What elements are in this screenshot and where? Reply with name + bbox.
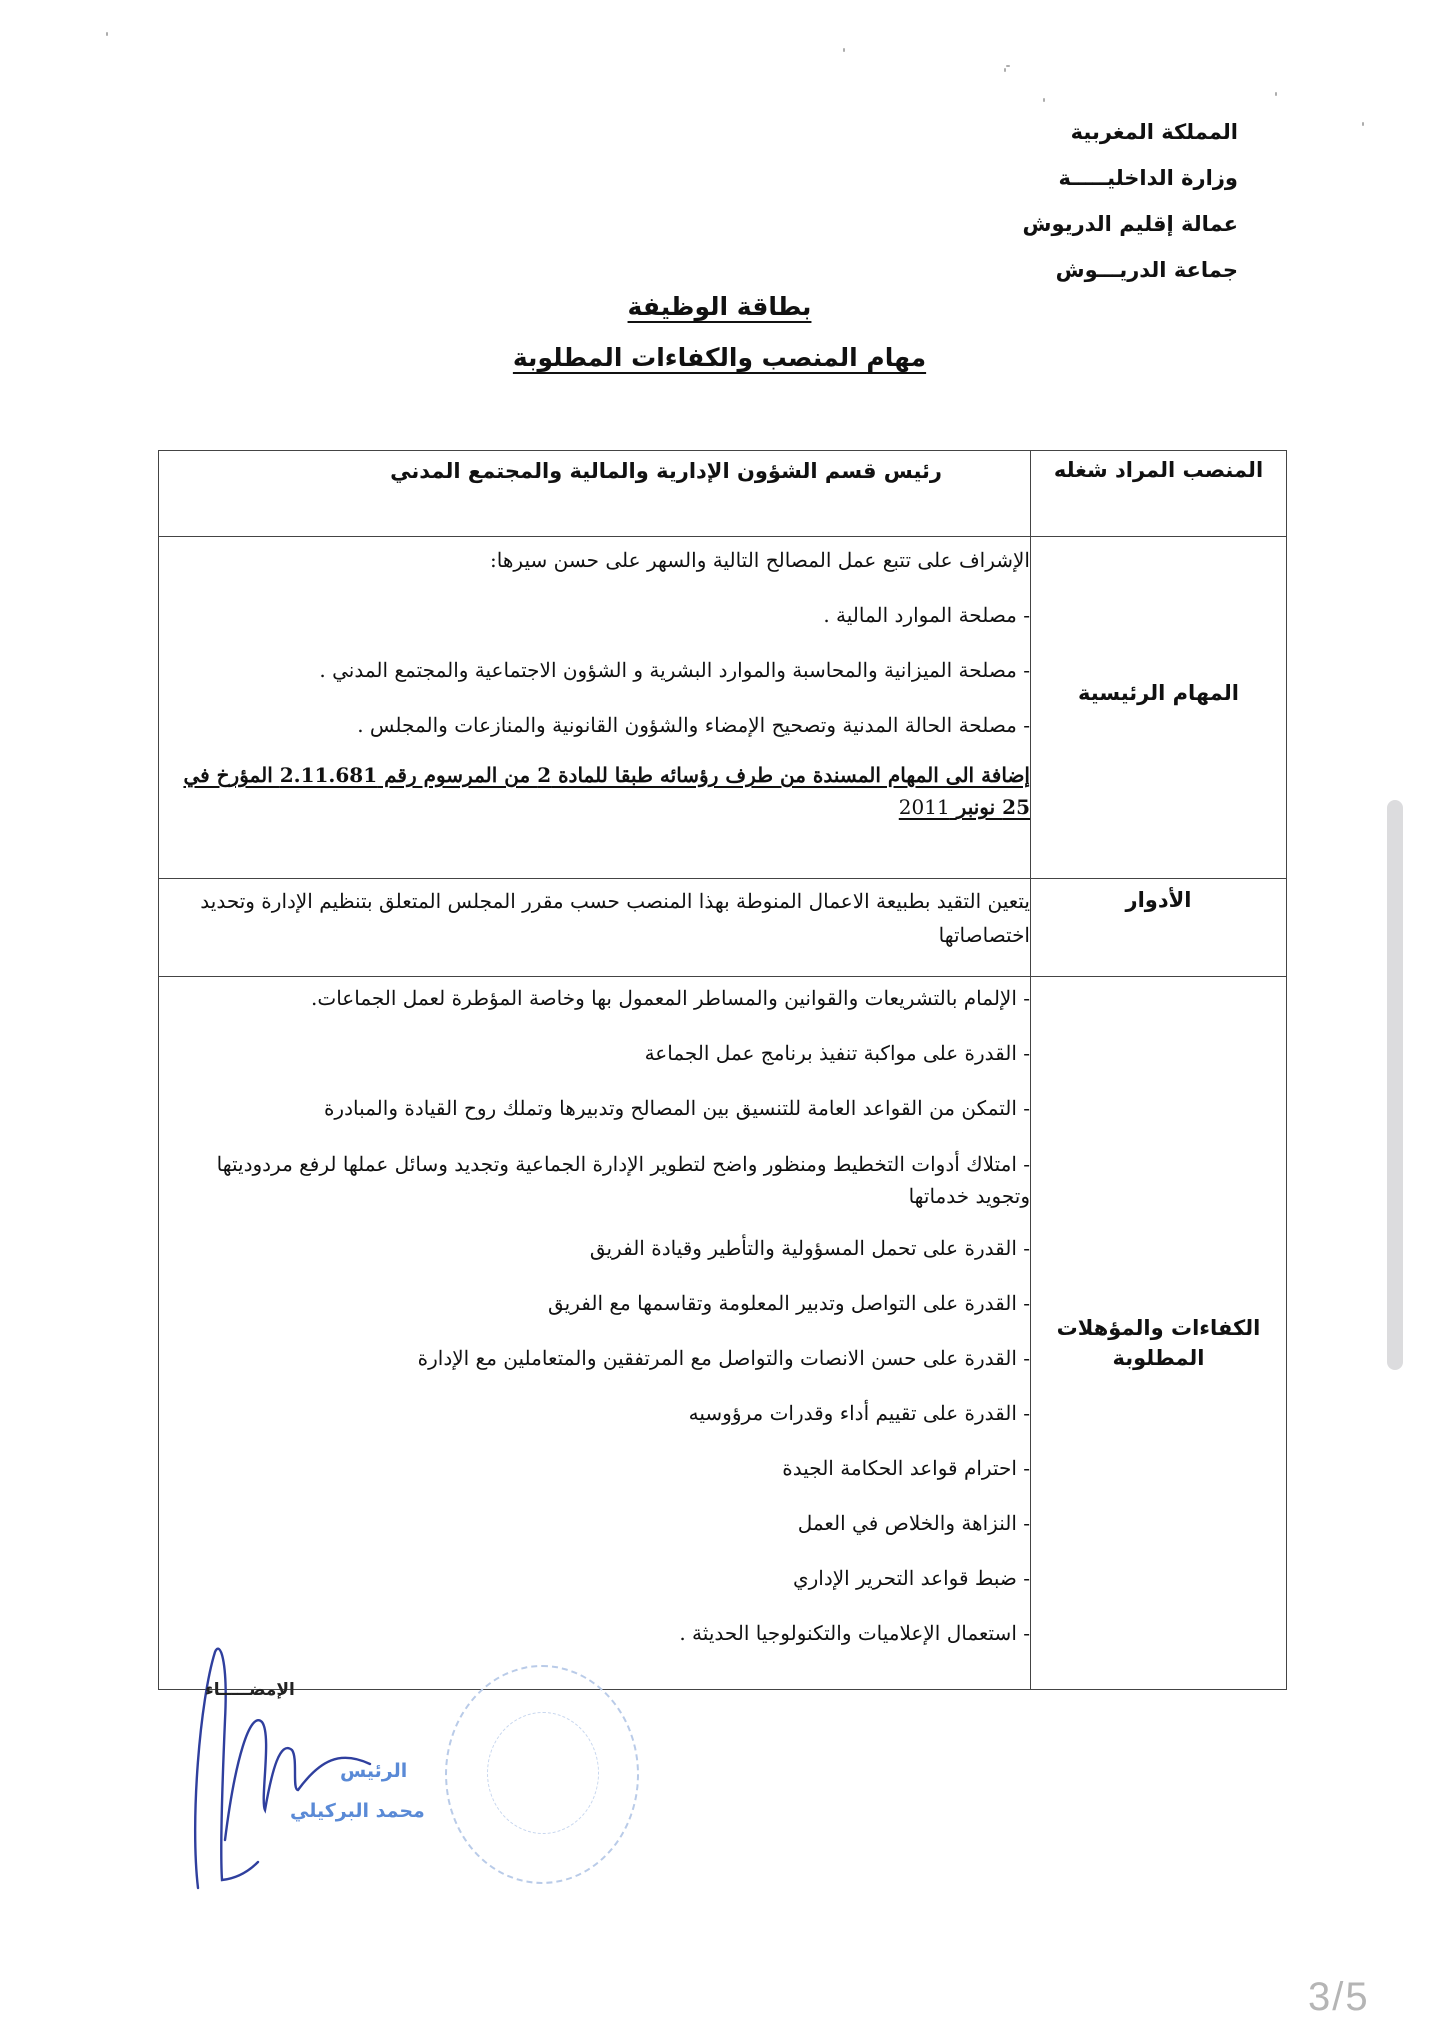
page-indicator: 3/5	[1308, 1975, 1370, 2019]
competencies-label: الكفاءات والمؤهلات المطلوبة	[1031, 977, 1287, 1690]
roles-content	[159, 879, 1031, 977]
table-row-position	[159, 451, 1287, 537]
roles-label: الأدوار	[1031, 879, 1287, 977]
decree-note-year: 2011	[898, 795, 950, 819]
list-item: - ضبط قواعد التحرير الإداري	[792, 1566, 1030, 1590]
table-row-roles	[159, 879, 1287, 977]
list-item: - مصلحة الموارد المالية .	[823, 603, 1030, 627]
job-card-table	[158, 450, 1287, 1690]
main-tasks-label: المهام الرئيسية	[1031, 537, 1287, 879]
table-row-main-tasks	[159, 537, 1287, 879]
position-label: المنصب المراد شغله	[1031, 451, 1287, 537]
list-item: - استعمال الإعلاميات والتكنولوجيا الحديثة .	[679, 1621, 1030, 1645]
list-item: - القدرة على تحمل المسؤولية والتأطير وقيادة الفريق	[589, 1236, 1030, 1260]
position-value: رئيس قسم الشؤون الإدارية والمالية والمجتمع المدني	[159, 451, 1031, 537]
list-item: - احترام قواعد الحكامة الجيدة	[782, 1456, 1030, 1480]
list-item: - القدرة على مواكبة تنفيذ برنامج عمل الجماعة	[644, 1041, 1030, 1065]
list-item: - مصلحة الميزانية والمحاسبة والموارد البشرية و الشؤون الاجتماعية والمجتمع المدني .	[319, 658, 1030, 682]
decree-note-text: إضافة الى المهام المسندة من طرف رؤسائه طبقا للمادة 2 من المرسوم رقم 2.11.681 المؤرخ في 25 نونبر	[183, 763, 1030, 819]
signature-label: الإمضـــــاء	[205, 1680, 295, 1700]
list-item: - مصلحة الحالة المدنية وتصحيح الإمضاء والشؤون القانونية والمنازعات والمجلس .	[357, 713, 1030, 737]
table-row-competencies	[159, 977, 1287, 1690]
subtitle-row	[0, 343, 1439, 372]
list-item: - القدرة على التواصل وتدبير المعلومة وتقاسمها مع الفريق	[547, 1291, 1030, 1315]
issuing-authority-header	[878, 112, 1238, 296]
header-province: عمالة إقليم الدريوش	[1022, 212, 1238, 236]
roles-text: يتعين التقيد بطبيعة الاعمال المنوطة بهذا المنصب حسب مقرر المجلس المتعلق بتنظيم الإدارة وتحديد اختصاصاتها	[200, 889, 1030, 947]
list-item: - القدرة على تقييم أداء وقدرات مرؤوسيه	[688, 1401, 1030, 1425]
signatory-title: الرئيس	[340, 1760, 408, 1782]
main-tasks-intro: الإشراف على تتبع عمل المصالح التالية والسهر على حسن سيرها:	[490, 548, 1030, 572]
list-item: - القدرة على حسن الانصات والتواصل مع المرتفقين والمتعاملين مع الإدارة	[417, 1346, 1030, 1370]
competencies-content	[159, 977, 1031, 1690]
header-kingdom: المملكة المغربية	[1070, 120, 1238, 144]
card-title-row	[0, 292, 1439, 321]
list-item: - امتلاك أدوات التخطيط ومنظور واضح لتطوير الإدارة الجماعية وتجديد وسائل عملها لرفع مردوديتها وتجويد خدماتها	[216, 1152, 1030, 1208]
list-item: - الإلمام بالتشريعات والقوانين والمساطر المعمول بها وخاصة المؤطرة لعمل الجماعات.	[311, 986, 1030, 1010]
decree-note	[159, 759, 1030, 823]
list-item: - التمكن من القواعد العامة للتنسيق بين المصالح وتدبيرها وتملك روح القيادة والمبادرة	[323, 1096, 1030, 1120]
signatory-name: محمد البركيلي	[290, 1800, 425, 1822]
list-item: - النزاهة والخلاص في العمل	[797, 1511, 1030, 1535]
header-ministry: وزارة الداخليـــــة	[1058, 166, 1238, 190]
vertical-scrollbar-thumb[interactable]	[1387, 800, 1403, 1370]
card-subtitle: مهام المنصب والكفاءات المطلوبة	[512, 343, 927, 372]
header-commune: جماعة الدريـــوش	[1055, 258, 1238, 282]
main-tasks-content	[159, 537, 1031, 879]
card-title: بطاقة الوظيفة	[627, 292, 812, 321]
